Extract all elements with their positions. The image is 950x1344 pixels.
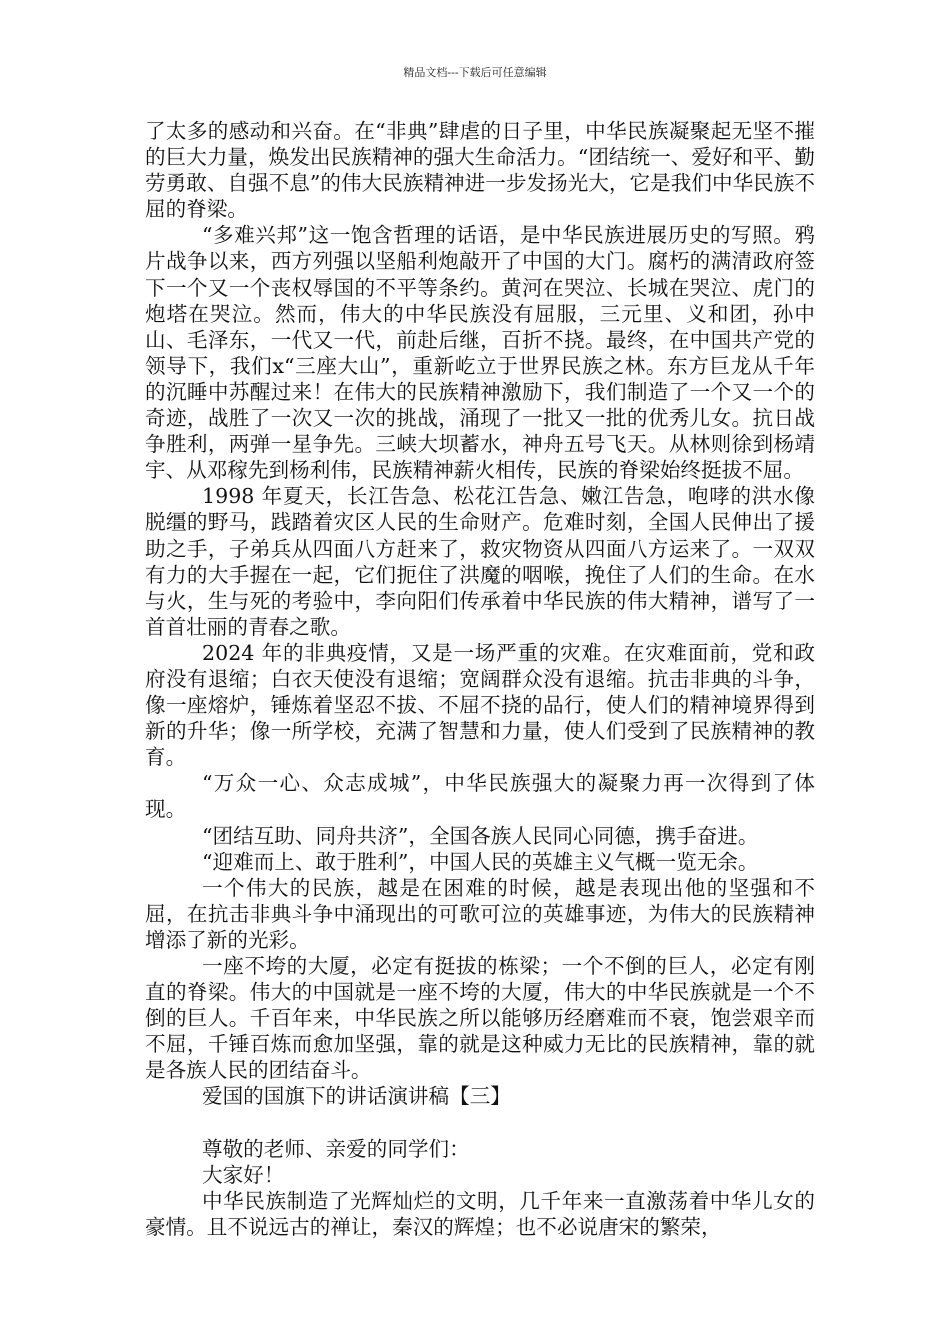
paragraph-8: 一个伟大的民族，越是在困难的时候，越是表现出他的坚强和不屈，在抗击非典斗争中涌现出的可歌可泣的英雄事迹，为伟大的民族精神增添了新的光彩。 bbox=[145, 875, 815, 952]
paragraph-4: 2024 年的非典疫情，又是一场严重的灾难。在灾难面前，党和政府没有退缩；白衣天使没有退缩；宽阔群众没有退缩。抗击非典的斗争，像一座熔炉，锤炼着坚忍不拔、不屈不挠的品行，使人们的精神境界得到新的升华；像一所学校，充满了智慧和力量，使人们受到了民族精神的教育。 bbox=[145, 640, 815, 770]
greeting: 大家好！ bbox=[202, 1162, 285, 1187]
paragraph-3: 1998 年夏天，长江告急、松花江告急、嫩江告急，咆哮的洪水像脱缰的野马，践踏着灾区人民的生命财产。危难时刻，全国人民伸出了援助之手，子弟兵从四面八方赶来了，救灾物资从四面八方运来了。一双双有力的大手握在一起，它们扼住了洪魔的咽喉，挽住了人们的生命。在水与火，生与死的考验中，李向阳们传承着中华民族的伟大精神，谱写了一首首壮丽的青春之歌。 bbox=[145, 484, 815, 639]
paragraph-2: “多难兴邦”这一饱含哲理的话语，是中华民族进展历史的写照。鸦片战争以来，西方列强以坚船利炮敲开了中国的大门。腐朽的满清政府签下一个又一个丧权辱国的不平等条约。黄河在哭泣、长城在哭泣、虎门的炮塔在哭泣。然而，伟大的中华民族没有屈服，三元里、义和团，孙中山、毛泽东，一代又一代，前赴后继，百折不挠。最终，在中国共产党的领导下，我们x“三座大山”，重新屹立于世界民族之林。东方巨龙从千年的沉睡中苏醒过来！在伟大的民族精神激励下，我们制造了一个又一个的奇迹，战胜了一次又一次的挑战，涌现了一批又一批的优秀儿女。抗日战争胜利，两弹一星争先。三峡大坝蓄水，神舟五号飞天。从林则徐到杨靖宇、从邓稼先到杨利伟，民族精神薪火相传，民族的脊梁始终挺拔不屈。 bbox=[145, 223, 815, 483]
paragraph-5: “万众一心、众志成城”，中华民族强大的凝聚力再一次得到了体现。 bbox=[145, 771, 815, 822]
paragraph-6: “团结互助、同舟共济”，全国各族人民同心同德，携手奋进。 bbox=[202, 823, 759, 848]
section-heading: 爱国的国旗下的讲话演讲稿【三】 bbox=[202, 1084, 511, 1109]
document-body bbox=[145, 118, 815, 1240]
paragraph-9: 一座不垮的大厦，必定有挺拔的栋梁；一个不倒的巨人，必定有刚直的脊梁。伟大的中国就是一座不垮的大厦，伟大的中华民族就是一个不倒的巨人。千百年来，中华民族之所以能够历经磨难而不衰，饱尝艰辛而不屈，千锤百炼而愈加坚强，靠的就是这种威力无比的民族精神，靠的就是各族人民的团结奋斗。 bbox=[145, 954, 815, 1083]
salutation: 尊敬的老师、亲爱的同学们： bbox=[202, 1136, 470, 1161]
blank-line bbox=[145, 1110, 815, 1136]
page-header: 精品文档---下载后可任意编辑 bbox=[403, 66, 547, 79]
paragraph-10: 中华民族制造了光辉灿烂的文明，几千年来一直激荡着中华儿女的豪情。且不说远古的禅让，秦汉的辉煌；也不必说唐宋的繁荣， bbox=[145, 1188, 815, 1239]
paragraph-7: “迎难而上、敢于胜利”，中国人民的英雄主义气概一览无余。 bbox=[202, 849, 759, 874]
paragraph-1: 了太多的感动和兴奋。在“非典”肆虐的日子里，中华民族凝聚起无坚不摧的巨大力量，焕发出民族精神的强大生命活力。“团结统一、爱好和平、勤劳勇敢、自强不息”的伟大民族精神进一步发扬光大，它是我们中华民族不屈的脊梁。 bbox=[145, 119, 815, 222]
